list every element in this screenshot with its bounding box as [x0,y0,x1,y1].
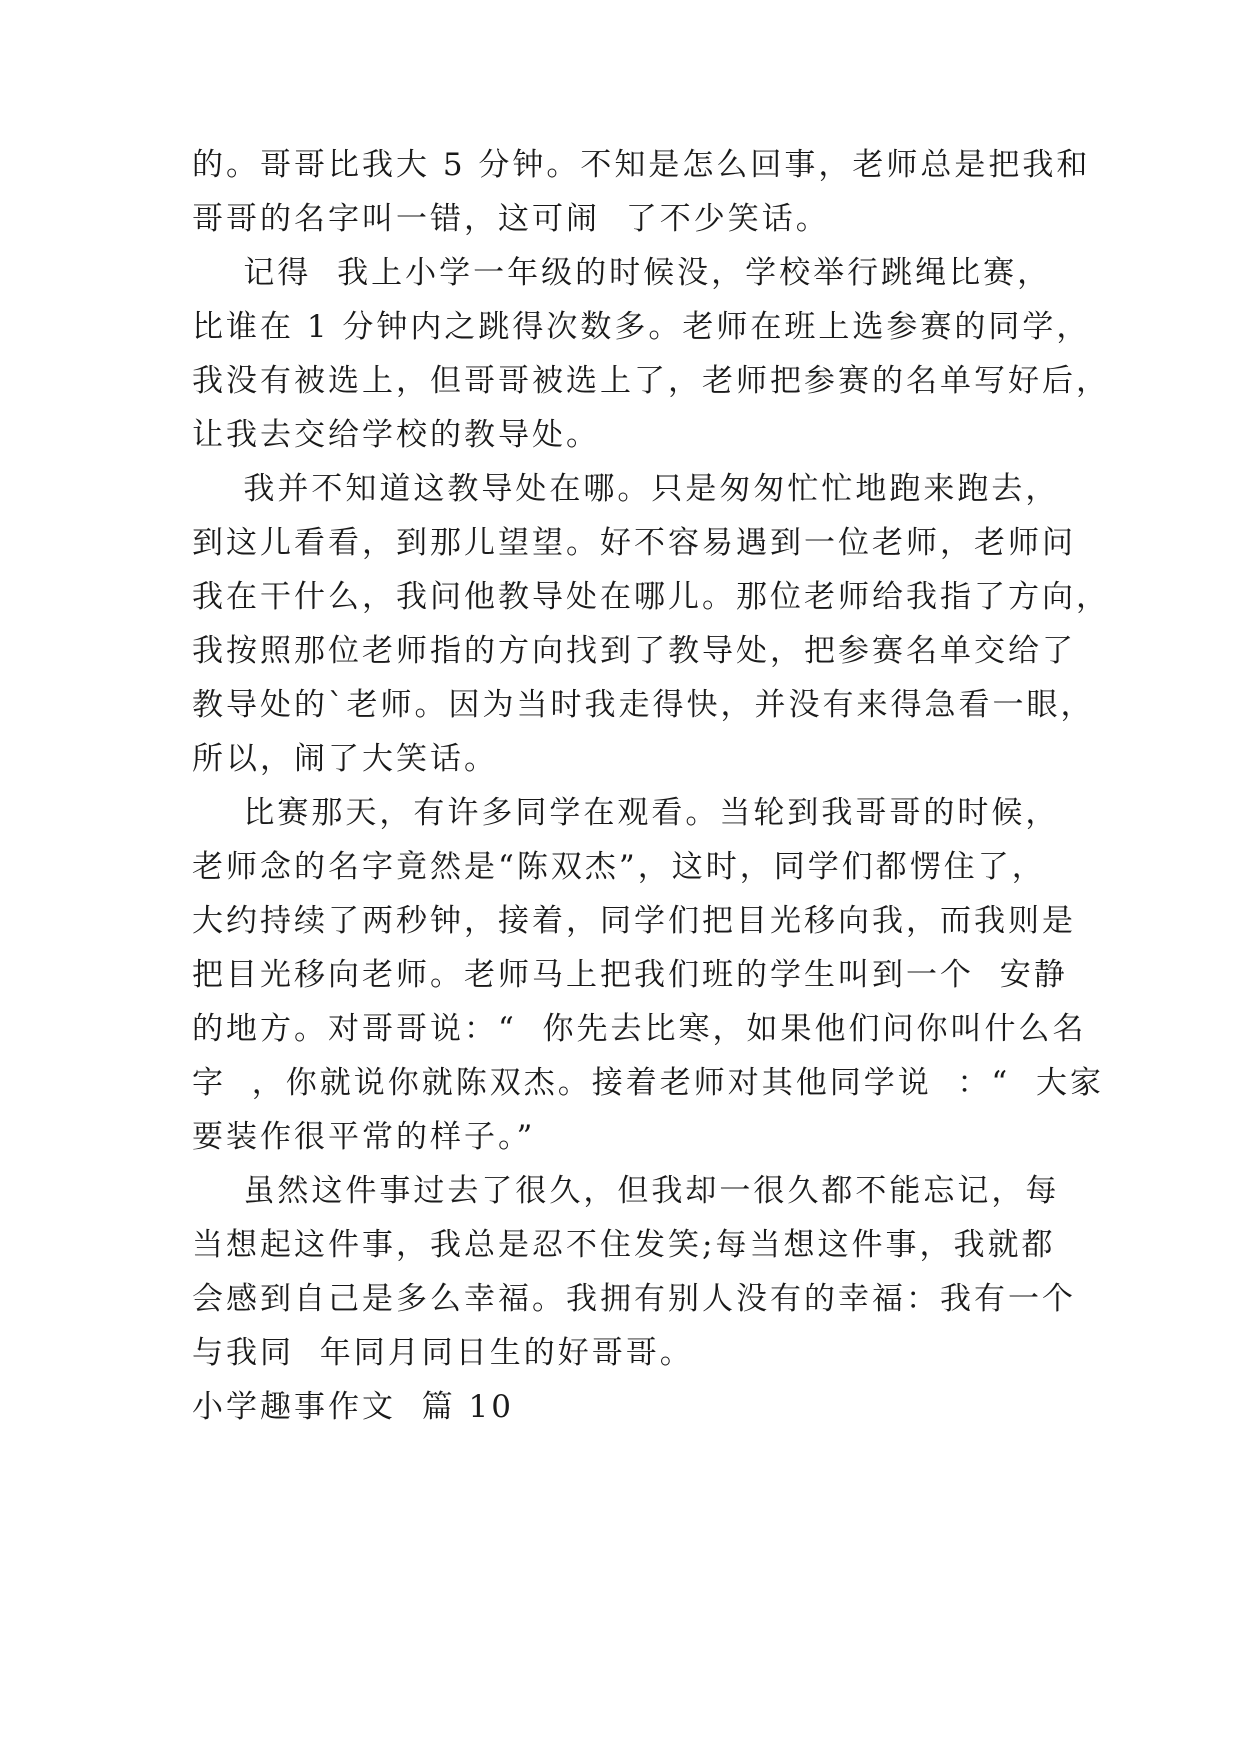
text-line: 到这儿看看，到那儿望望。好不容易遇到一位老师，老师问 [192,525,1076,561]
text-line: 当想起这件事，我总是忍不住发笑;每当想这件事，我就都 [192,1227,1056,1263]
text-line: 所以，闹了大笑话。 [192,741,498,777]
text-line: 哥哥的名字叫一错，这可闹 了不少笑话。 [192,201,830,237]
text-line: 我没有被选上，但哥哥被选上了，老师把参赛的名单写好后， [192,363,1110,399]
text-line: 要装作很平常的样子。” [192,1119,536,1155]
text-line: 会感到自己是多么幸福。我拥有别人没有的幸福：我有一个 [192,1281,1076,1317]
text-line: 与我同 年同月同日生的好哥哥。 [192,1335,694,1371]
text-line: 我按照那位老师指的方向找到了教导处，把参赛名单交给了 [192,633,1076,669]
text-line: 让我去交给学校的教导处。 [192,417,600,453]
text-line: 虽然这件事过去了很久，但我却一很久都不能忘记，每 [192,1173,1060,1209]
text-line: 的地方。对哥哥说：“ 你先去比寒，如果他们问你叫什么名 [192,1011,1087,1047]
text-line: 大约持续了两秒钟，接着，同学们把目光移向我，而我则是 [192,903,1076,939]
text-line: 比谁在 1 分钟内之跳得次数多。老师在班上选参赛的同学， [192,309,1091,345]
text-line: 字 ，你就说你就陈双杰。接着老师对其他同学说 ：“ 大家 [192,1065,1104,1101]
text-line: 老师念的名字竟然是“陈双杰”，这时，同学们都愣住了， [192,849,1046,885]
text-line: 比赛那天，有许多同学在观看。当轮到我哥哥的时候， [192,795,1060,831]
text-line: 教导处的`老师。因为当时我走得快，并没有来得急看一眼， [192,687,1095,723]
text-line: 我在干什么，我问他教导处在哪儿。那位老师给我指了方向， [192,579,1110,615]
text-line: 我并不知道这教导处在哪。只是匆匆忙忙地跑来跑去， [192,471,1060,507]
text-line: 记得 我上小学一年级的时候没，学校举行跳绳比赛， [192,255,1052,291]
text-line: 把目光移向老师。老师马上把我们班的学生叫到一个 安静 [192,957,1068,993]
text-line: 的。哥哥比我大 5 分钟。不知是怎么回事，老师总是把我和 [192,147,1091,183]
section-heading: 小学趣事作文 篇 10 [192,1389,515,1425]
